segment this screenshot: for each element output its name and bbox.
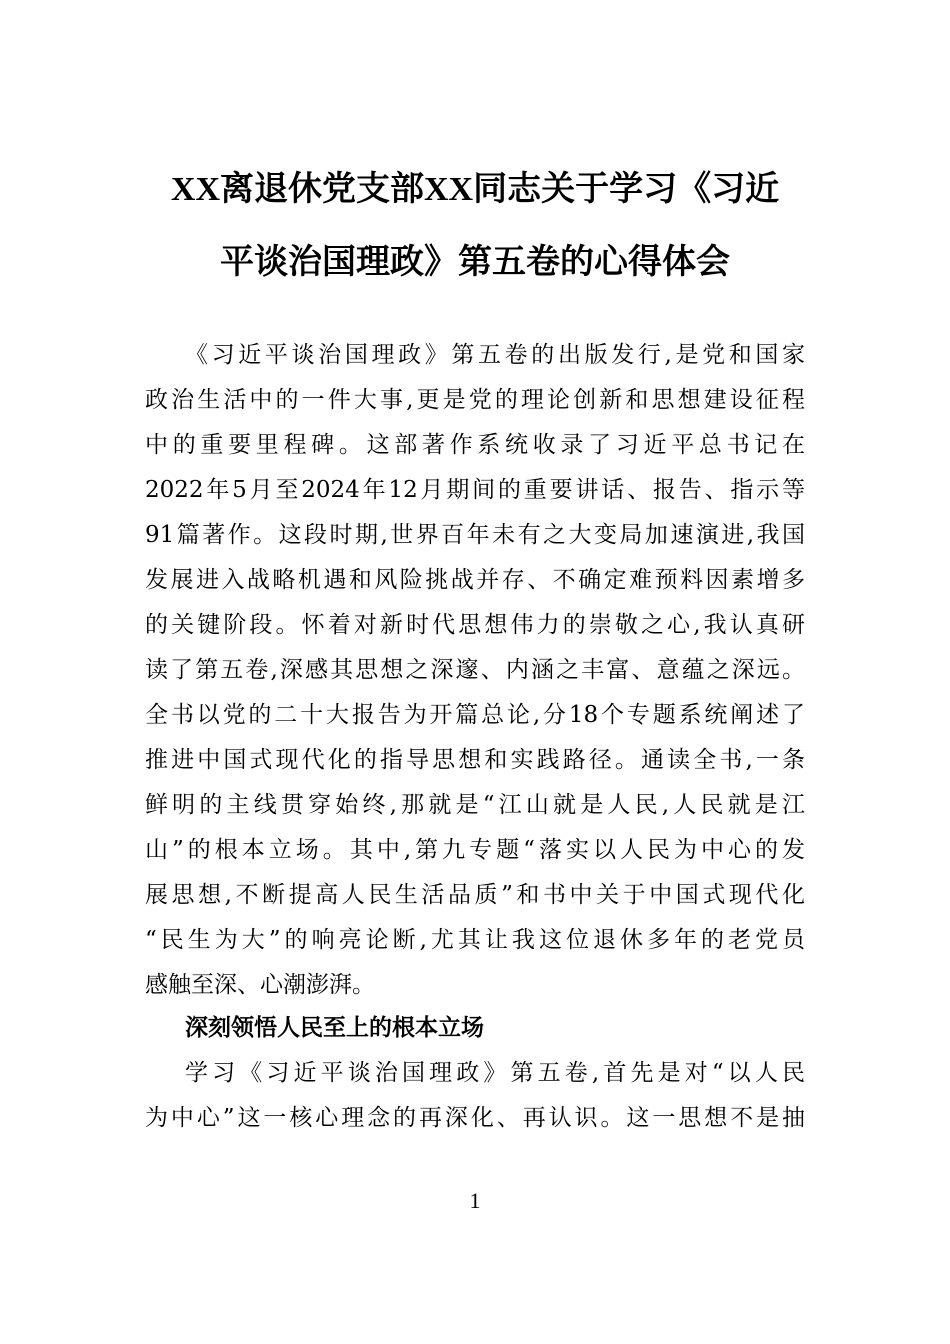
text-line: 山”的根本立场。其中,第九专题“落实以人民为中心的发 [145,837,805,863]
text-line: 推进中国式现代化的指导思想和实践路径。通读全书,一条 [145,747,805,773]
section-heading: 深刻领悟人民至上的根本立场 [185,1015,484,1041]
text-line: 发展进入战略机遇和风险挑战并存、不确定难预料因素增多 [145,567,805,593]
text-line: 的关键阶段。怀着对新时代思想伟力的崇敬之心,我认真研 [145,612,805,638]
text-line: 中的重要里程碑。这部著作系统收录了习近平总书记在 [145,432,805,458]
text-line: 政治生活中的一件大事,更是党的理论创新和思想建设征程 [145,387,805,413]
text-line: 《习近平谈治国理政》第五卷的出版发行,是党和国家 [185,342,805,368]
text-line: 读了第五卷,深感其思想之深邃、内涵之丰富、意蕴之深远。 [145,657,805,683]
text-line: 2022年5月至2024年12月期间的重要讲话、报告、指示等 [145,477,805,503]
text-line: 展思想,不断提高人民生活品质”和书中关于中国式现代化 [145,882,805,908]
text-line: 学习《习近平谈治国理政》第五卷,首先是对“以人民 [185,1060,805,1086]
document-title-line-2: 平谈治国理政》第五卷的心得体会 [220,244,730,281]
text-line: 鲜明的主线贯穿始终,那就是“江山就是人民,人民就是江 [145,792,805,818]
text-line: 全书以党的二十大报告为开篇总论,分18个专题系统阐述了 [145,702,805,728]
text-line: 感触至深、心潮澎湃。 [145,972,375,998]
page-number: 1 [469,1188,481,1213]
text-line: “民生为大”的响亮论断,尤其让我这位退休多年的老党员 [145,927,805,953]
text-line: 为中心”这一核心理念的再深化、再认识。这一思想不是抽 [145,1105,805,1131]
document-title-line-1: XX离退休党支部XX同志关于学习《习近 [170,171,780,208]
text-line: 91篇著作。这段时期,世界百年未有之大变局加速演进,我国 [145,522,805,548]
